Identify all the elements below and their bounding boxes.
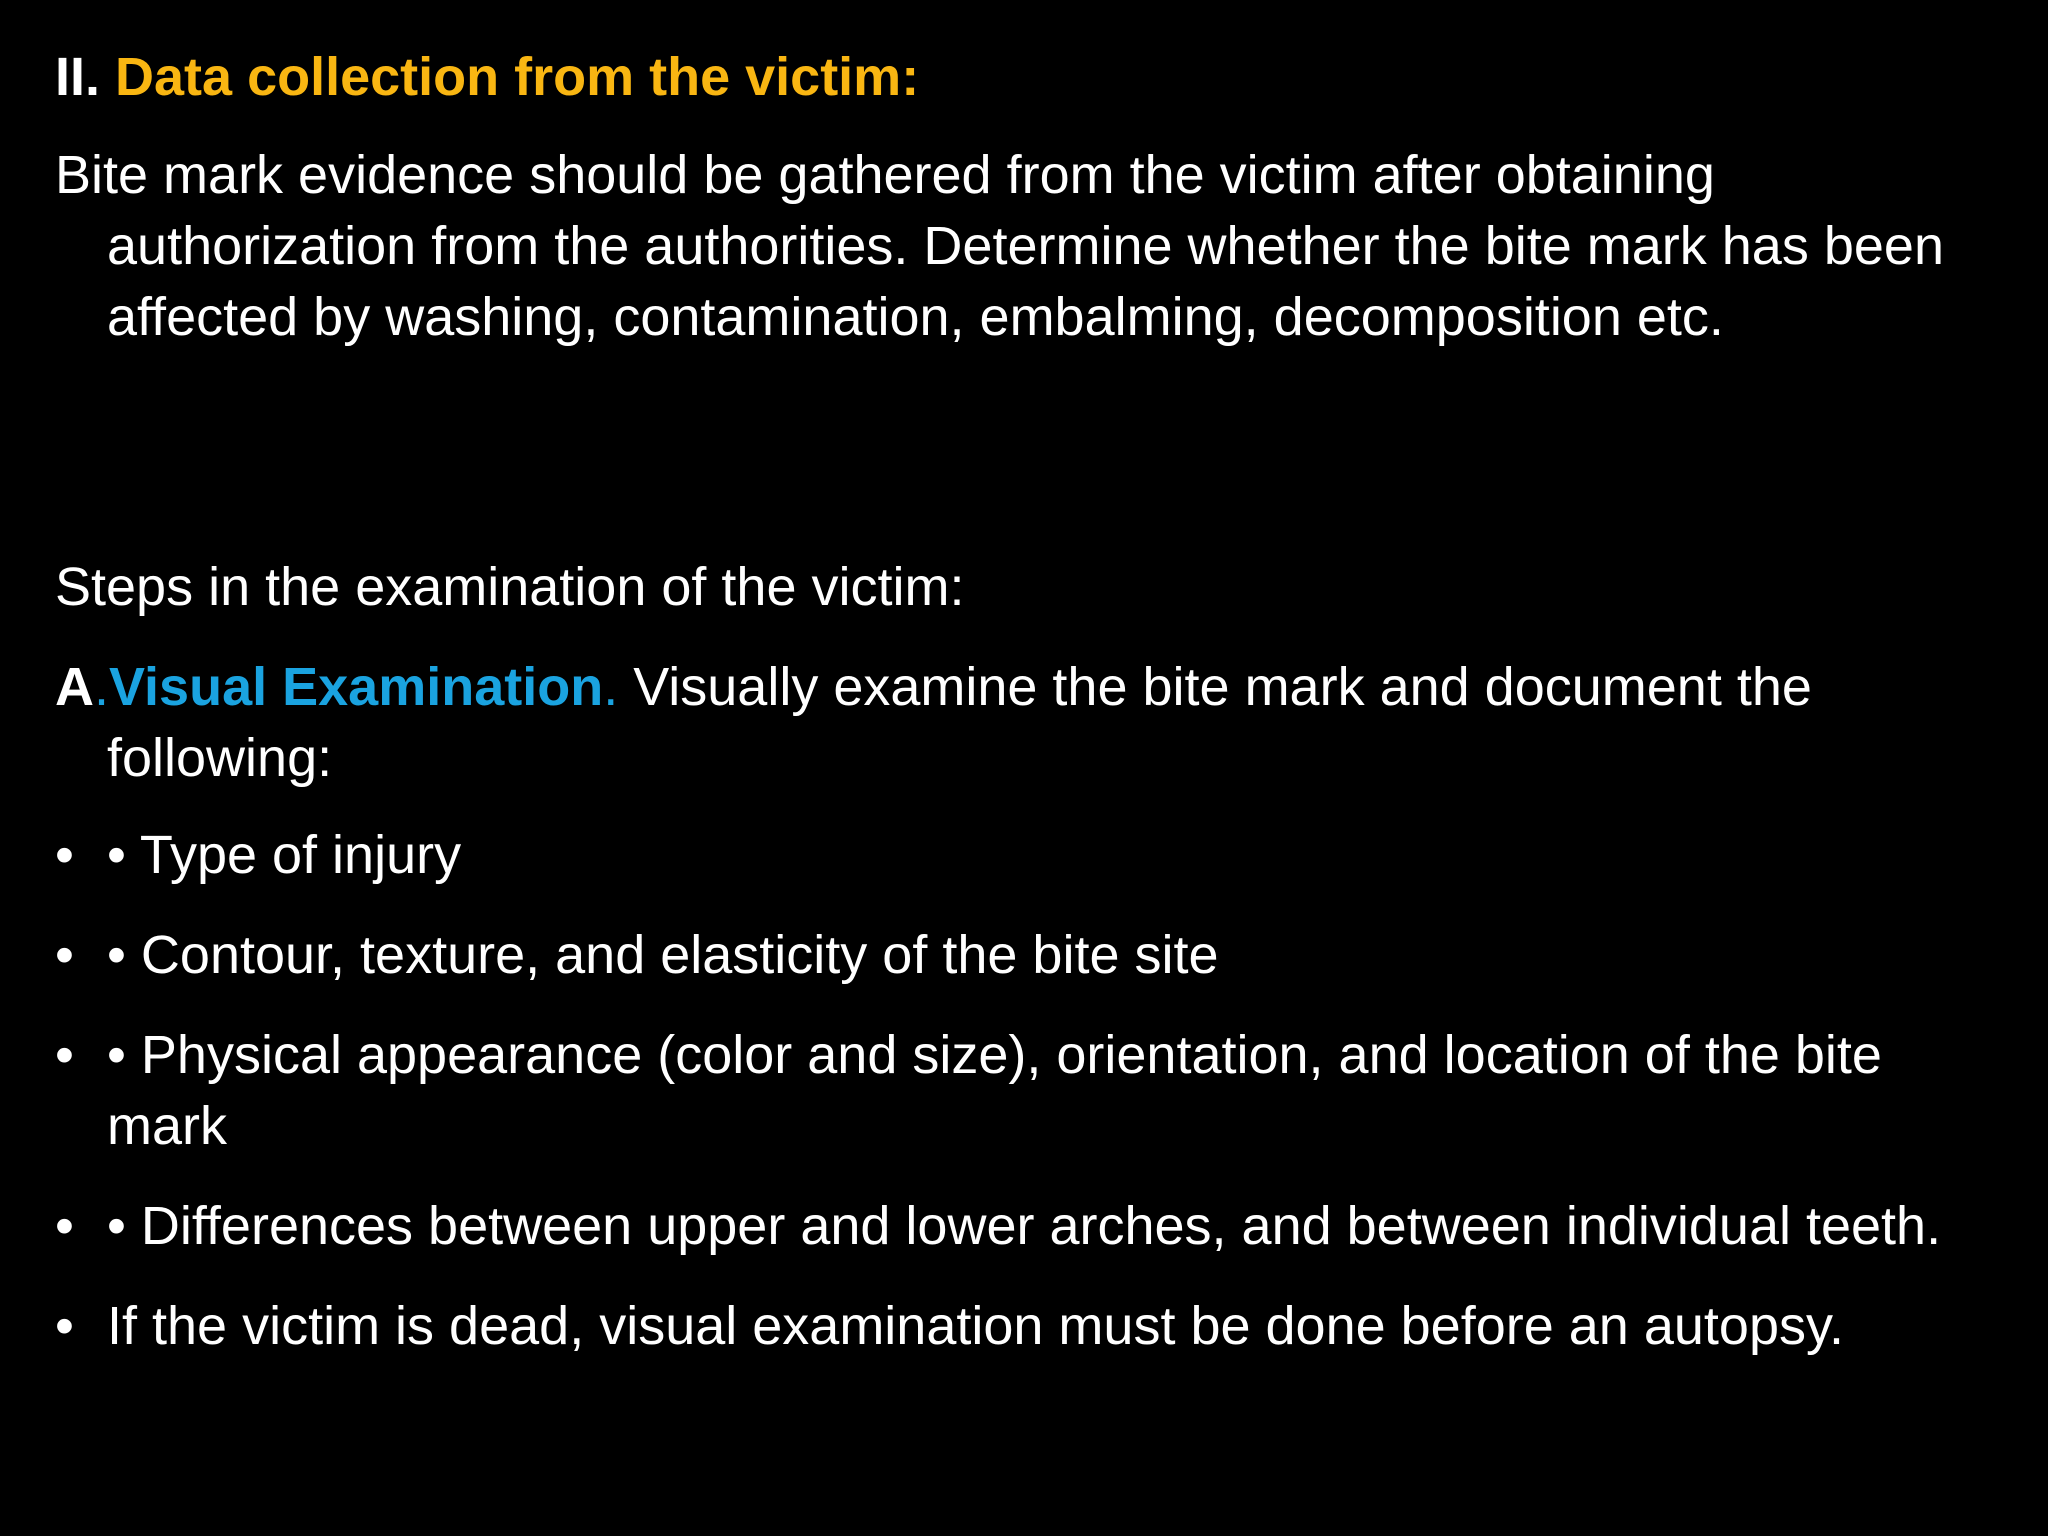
visual-letter: A — [55, 657, 94, 717]
visual-text: Visually examine the bite mark and document the following: — [107, 657, 1812, 788]
heading-title: Data collection from the victim: — [115, 47, 920, 107]
list-item — [55, 1191, 2015, 1262]
bullet-marker: • — [55, 825, 74, 885]
steps-label: Steps in the examination of the victim: — [55, 557, 965, 617]
slide-heading — [55, 44, 919, 110]
visual-examination-paragraph — [55, 652, 2015, 794]
list-item-text: If the victim is dead, visual examination must be done before an autopsy. — [107, 1296, 1844, 1356]
bullet-marker: • — [55, 1196, 74, 1256]
visual-title: Visual Examination — [109, 657, 604, 717]
visual-period: . — [603, 657, 619, 717]
list-item — [55, 1291, 2015, 1362]
list-item-text: • Physical appearance (color and size), orientation, and location of the bite mark — [107, 1025, 1882, 1156]
intro-paragraph: Bite mark evidence should be gathered from the victim after obtaining authorization from the authorities. Determine whether the bite mark has been affected by washing, contamination, embalming, decomposition etc. — [55, 145, 1944, 347]
bullet-marker: • — [55, 925, 74, 985]
list-item — [55, 920, 2015, 991]
list-item-text: • Contour, texture, and elasticity of the bite site — [107, 925, 1219, 985]
findings-list — [55, 820, 2015, 1391]
list-item-text: • Type of injury — [107, 825, 462, 885]
bullet-marker: • — [55, 1296, 74, 1356]
visual-dot: . — [94, 657, 110, 717]
list-item — [55, 1020, 2015, 1162]
bullet-marker: • — [55, 1025, 74, 1085]
heading-number: II. — [55, 47, 101, 107]
list-item-text: • Differences between upper and lower arches, and between individual teeth. — [107, 1196, 1942, 1256]
list-item — [55, 820, 2015, 891]
